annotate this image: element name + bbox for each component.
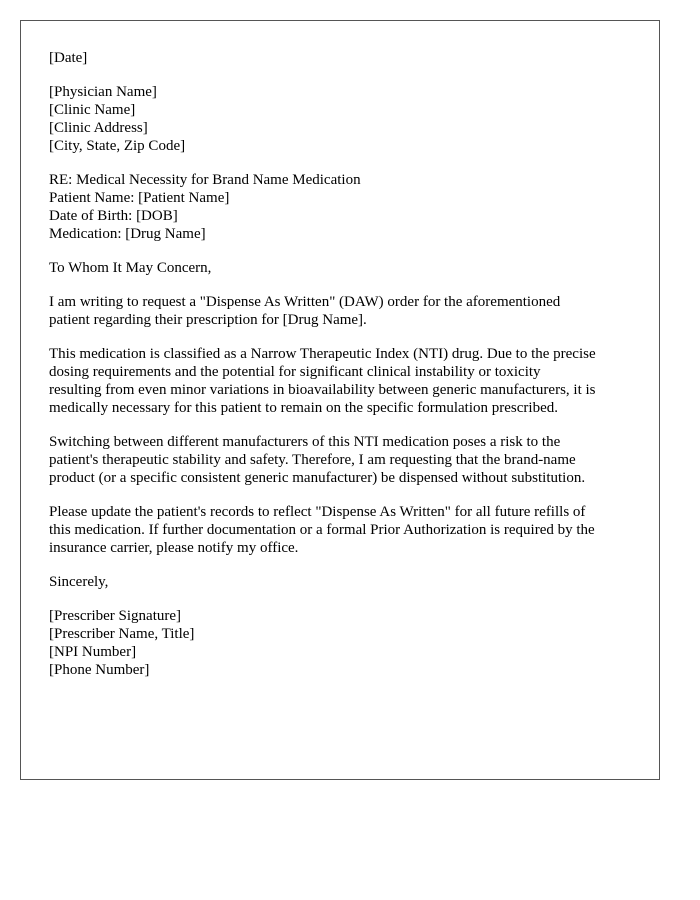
recipient-block [49,83,637,155]
paragraph-line: product (or a specific consistent generic manufacturer) be dispensed without substitution. [49,470,586,486]
paragraph-line: patient regarding their prescription for [Drug Name]. [49,312,367,328]
closing-block [49,573,637,591]
signature-block [49,607,637,679]
letter-page [20,20,660,780]
paragraph-line: resulting from even minor variations in bioavailability between generic manufacturers, it is [49,382,596,398]
recipient-clinic: [Clinic Name] [49,102,136,118]
phone-number: [Phone Number] [49,662,150,678]
subject-re: RE: Medical Necessity for Brand Name Medication [49,172,361,188]
prescriber-name-title: [Prescriber Name, Title] [49,626,195,642]
paragraph-line: dosing requirements and the potential for significant clinical instability or toxicity [49,364,541,380]
body-paragraph-2 [49,345,637,417]
paragraph-line: insurance carrier, please notify my office. [49,540,299,556]
subject-dob: Date of Birth: [DOB] [49,208,178,224]
paragraph-line: this medication. If further documentation or a formal Prior Authorization is required by the [49,522,595,538]
paragraph-line: I am writing to request a "Dispense As Written" (DAW) order for the aforementioned [49,294,561,310]
recipient-city-state-zip: [City, State, Zip Code] [49,138,186,154]
paragraph-line: This medication is classified as a Narrow Therapeutic Index (NTI) drug. Due to the precise [49,346,596,362]
letter-content [49,49,637,695]
recipient-physician: [Physician Name] [49,84,157,100]
body-paragraph-4 [49,503,637,557]
paragraph-line: medically necessary for this patient to remain on the specific formulation prescribed. [49,400,558,416]
paragraph-line: patient's therapeutic stability and safety. Therefore, I am requesting that the brand-name [49,452,576,468]
recipient-address: [Clinic Address] [49,120,148,136]
closing: Sincerely, [49,574,109,590]
date-block [49,49,637,67]
letter-date: [Date] [49,50,88,66]
salutation-block [49,259,637,277]
subject-medication: Medication: [Drug Name] [49,226,206,242]
subject-patient-name: Patient Name: [Patient Name] [49,190,230,206]
npi-number: [NPI Number] [49,644,137,660]
subject-block [49,171,637,243]
paragraph-line: Please update the patient's records to reflect "Dispense As Written" for all future refills of [49,504,586,520]
prescriber-signature: [Prescriber Signature] [49,608,182,624]
body-paragraph-1 [49,293,637,329]
body-paragraph-3 [49,433,637,487]
body-paragraphs [49,293,637,557]
paragraph-line: Switching between different manufacturers of this NTI medication poses a risk to the [49,434,561,450]
salutation: To Whom It May Concern, [49,260,212,276]
